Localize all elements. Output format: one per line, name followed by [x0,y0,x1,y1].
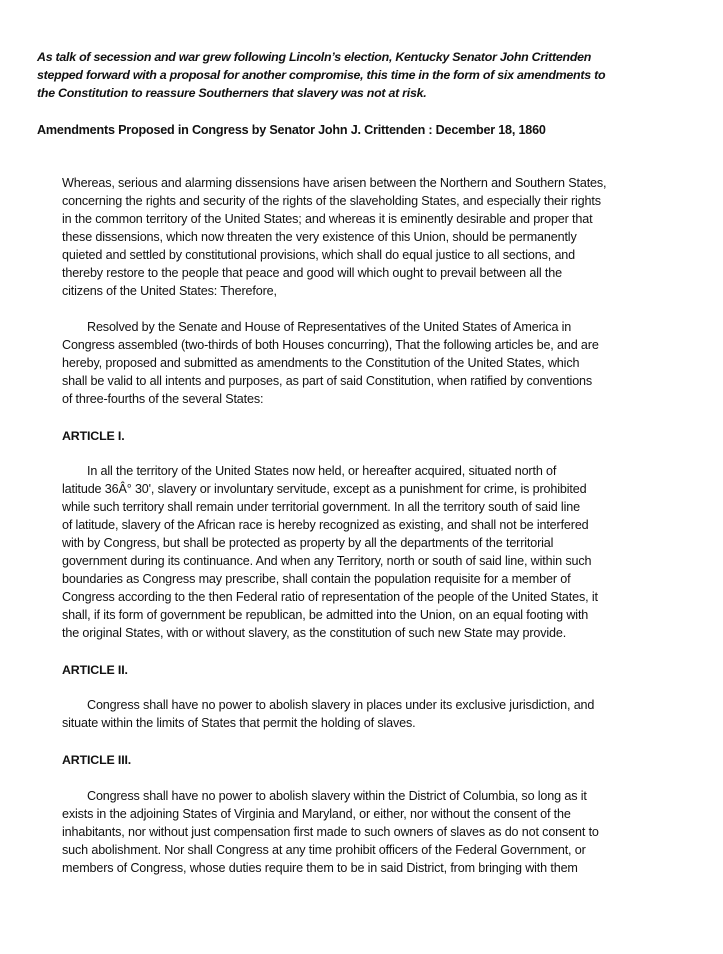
article-line: exists in the adjoining States of Virginia and Maryland, or either, nor without the consent of the [62,807,571,821]
article-line: members of Congress, whose duties require them to be in said District, from bringing with them [62,861,578,875]
article-line: shall, if its form of government be republican, be admitted into the Union, on an equal footing with [62,608,589,622]
resolution-line: Congress assembled (two-thirds of both Houses concurring), That the following articles be, and are [62,338,599,352]
article-line: such abolishment. Nor shall Congress at any time prohibit officers of the Federal Government, or [62,843,586,857]
resolution-line: shall be valid to all intents and purposes, as part of said Constitution, when ratified by conventions [62,374,593,388]
article-title: ARTICLE III. [62,753,132,767]
document-heading: Amendments Proposed in Congress by Senator John J. Crittenden : December 18, 1860 [37,123,546,137]
article-line: boundaries as Congress may prescribe, shall contain the population requisite for a member of [62,572,571,586]
article-line: In all the territory of the United States now held, or hereafter acquired, situated north of [87,464,557,478]
article-line: situate within the limits of States that permit the holding of slaves. [62,716,416,730]
preamble-line: quieted and settled by constitutional provisions, which shall do equal justice to all sections, and [62,248,576,262]
intro-line: As talk of secession and war grew following Lincoln’s election, Kentucky Senator John Crittenden [37,50,592,64]
intro-line: stepped forward with a proposal for another compromise, this time in the form of six amendments to [37,68,606,82]
article-title: ARTICLE II. [62,663,128,677]
article-title: ARTICLE I. [62,429,125,443]
preamble-line: Whereas, serious and alarming dissensions have arisen between the Northern and Southern States, [62,176,607,190]
article-line: while such territory shall remain under territorial government. In all the territory south of said line [62,500,580,514]
article-line: the original States, with or without slavery, as the constitution of such new State may provide. [62,626,567,640]
resolution-line: Resolved by the Senate and House of Representatives of the United States of America in [87,320,572,334]
article-line: Congress according to the then Federal ratio of representation of the people of the United States, it [62,590,598,604]
intro-line: the Constitution to reassure Southerners that slavery was not at risk. [37,86,427,100]
resolution-line: of three-fourths of the several States: [62,392,264,406]
article-line: Congress shall have no power to abolish slavery within the District of Columbia, so long as it [87,789,587,803]
preamble-line: citizens of the United States: Therefore, [62,284,277,298]
article-line: inhabitants, nor without just compensation first made to such owners of slaves as do not consent to [62,825,599,839]
preamble-line: in the common territory of the United States; and whereas it is eminently desirable and proper that [62,212,593,226]
resolution-line: hereby, proposed and submitted as amendments to the Constitution of the United States, which [62,356,580,370]
article-line: government during its continuance. And when any Territory, north or south of said line, within such [62,554,592,568]
preamble-line: thereby restore to the people that peace and good will which ought to prevail between all the [62,266,562,280]
article-line: latitude 36Â° 30', slavery or involuntary servitude, except as a punishment for crime, is prohibited [62,482,587,496]
article-line: of latitude, slavery of the African race is hereby recognized as existing, and shall not be interfered [62,518,589,532]
preamble-line: these dissensions, which now threaten the very existence of this Union, should be permanently [62,230,577,244]
article-line: with by Congress, but shall be protected as property by all the departments of the territorial [62,536,554,550]
article-line: Congress shall have no power to abolish slavery in places under its exclusive jurisdiction, and [87,698,595,712]
preamble-line: concerning the rights and security of the rights of the slaveholding States, and especially their rights [62,194,601,208]
